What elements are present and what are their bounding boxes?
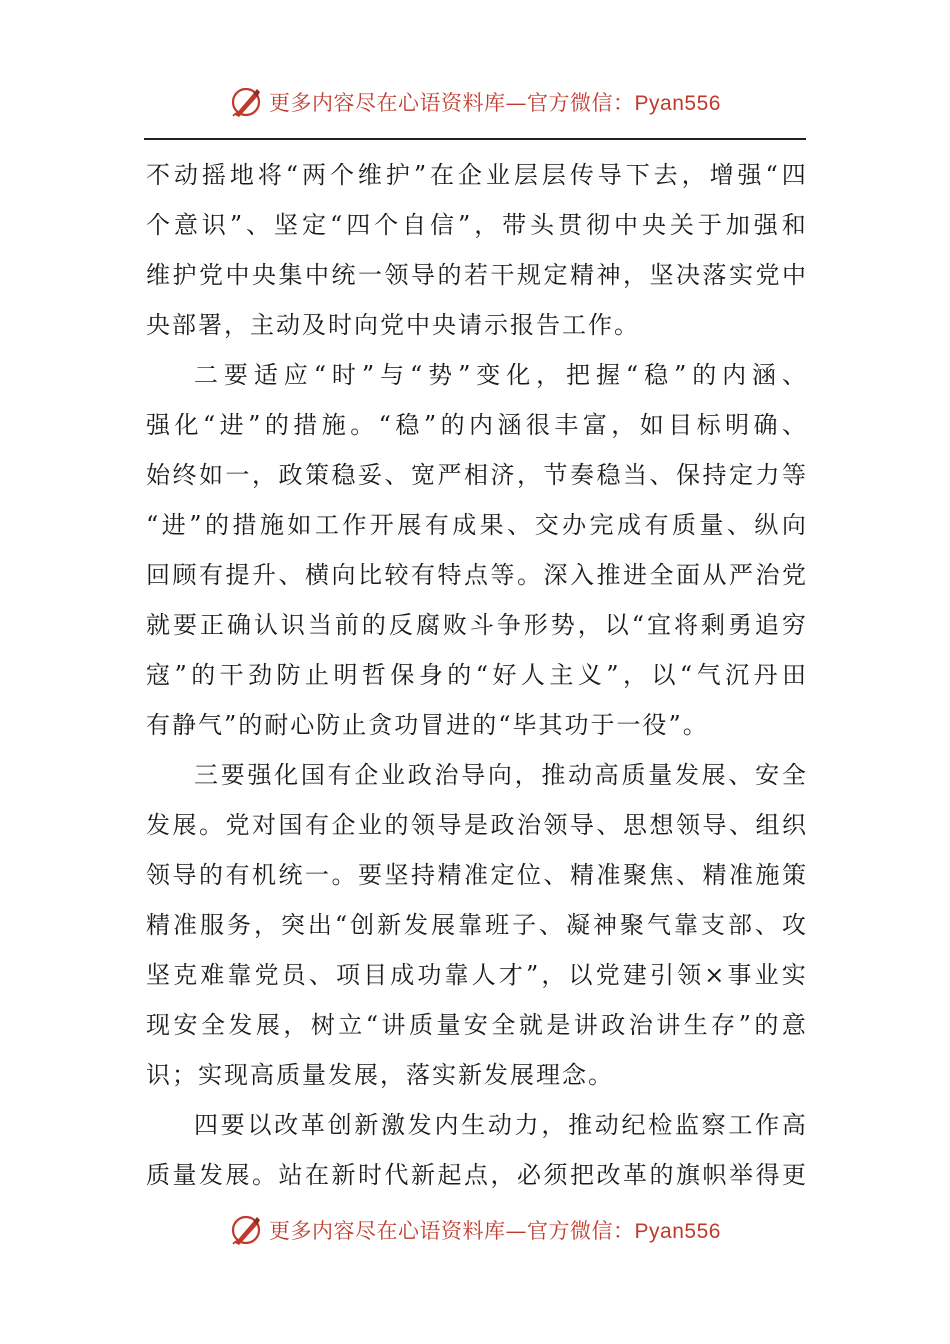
header-banner bbox=[0, 82, 950, 122]
text-line: 强 化 “ 进 ” 的 措 施 。 “ 稳 ” 的 内 涵 很 丰 富 ， 如 目 标 明 确 、 bbox=[146, 411, 806, 439]
text-line: 发 展 。 党 对 国 有 企 业 的 领 导 是 政 治 领 导 、 思 想 领 导 、 组 织 bbox=[146, 811, 806, 839]
text-line: 现 安 全 发 展 ， 树 立 “ 讲 质 量 安 全 就 是 讲 政 治 讲 生 存 ” 的 意 bbox=[146, 1011, 806, 1039]
text-line: 维 护 党 中 央 集 中 统 一 领 导 的 若 干 规 定 精 神 ， 坚 决 落 实 党 中 bbox=[146, 261, 806, 289]
footer-banner-text: 更多内容尽在心语资料库—官方微信：Pyan556 bbox=[269, 1219, 721, 1243]
text-line: 寇 ” 的 干 劲 防 止 明 哲 保 身 的 “ 好 人 主 义 ” ， 以 “ 气 沉 丹 田 bbox=[146, 661, 806, 689]
paragraph-start: 三 要 强 化 国 有 企 业 政 治 导 向 ， 推 动 高 质 量 发 展 、 安 全 bbox=[194, 761, 806, 789]
header-divider bbox=[144, 138, 806, 140]
text-line: 识；实现高质量发展，落实新发展理念。 bbox=[146, 1061, 614, 1089]
text-line: 央部署，主动及时向党中央请示报告工作。 bbox=[146, 311, 640, 339]
text-line: 个 意 识 ” 、 坚 定 “ 四 个 自 信 ” ， 带 头 贯 彻 中 央 关 于 加 强 和 bbox=[146, 211, 806, 239]
header-banner-text: 更多内容尽在心语资料库—官方微信：Pyan556 bbox=[269, 91, 721, 115]
text-line: 领 导 的 有 机 统 一 。 要 坚 持 精 准 定 位 、 精 准 聚 焦 、 精 准 施 策 bbox=[146, 861, 806, 889]
text-line: 就 要 正 确 认 识 当 前 的 反 腐 败 斗 争 形 势 ， 以 “ 宜 将 剩 勇 追 穷 bbox=[146, 611, 806, 639]
text-line: 不 动 摇 地 将 “ 两 个 维 护 ” 在 企 业 层 层 传 导 下 去 ， 增 强 “ 四 bbox=[146, 161, 806, 189]
paragraph-start: 二 要 适 应 “ 时 ” 与 “ 势 ” 变 化 ， 把 握 “ 稳 ” 的 内 涵 、 bbox=[194, 361, 806, 389]
pen-logo-icon bbox=[229, 85, 263, 119]
text-line: 回 顾 有 提 升 、 横 向 比 较 有 特 点 等 。 深 入 推 进 全 面 从 严 治 党 bbox=[146, 561, 806, 589]
document-body bbox=[146, 150, 806, 1200]
text-line: “ 进 ” 的 措 施 如 工 作 开 展 有 成 果 、 交 办 完 成 有 质 量 、 纵 向 bbox=[146, 511, 806, 539]
text-line: 始 终 如 一 ， 政 策 稳 妥 、 宽 严 相 济 ， 节 奏 稳 当 、 保 持 定 力 等 bbox=[146, 461, 806, 489]
text-line: 坚 克 难 靠 党 员 、 项 目 成 功 靠 人 才 ” ， 以 党 建 引 领 × 事 业 实 bbox=[146, 961, 806, 989]
text-line: 有静气”的耐心防止贪功冒进的“毕其功于一役”。 bbox=[146, 711, 709, 739]
footer-banner bbox=[0, 1210, 950, 1250]
paragraph-start: 四 要 以 改 革 创 新 激 发 内 生 动 力 ， 推 动 纪 检 监 察 工 作 高 bbox=[194, 1111, 806, 1139]
text-line: 质 量 发 展 。 站 在 新 时 代 新 起 点 ， 必 须 把 改 革 的 旗 帜 举 得 更 bbox=[146, 1161, 806, 1189]
text-line: 精 准 服 务 ， 突 出 “ 创 新 发 展 靠 班 子 、 凝 神 聚 气 靠 支 部 、 攻 bbox=[146, 911, 806, 939]
pen-logo-icon bbox=[229, 1213, 263, 1247]
